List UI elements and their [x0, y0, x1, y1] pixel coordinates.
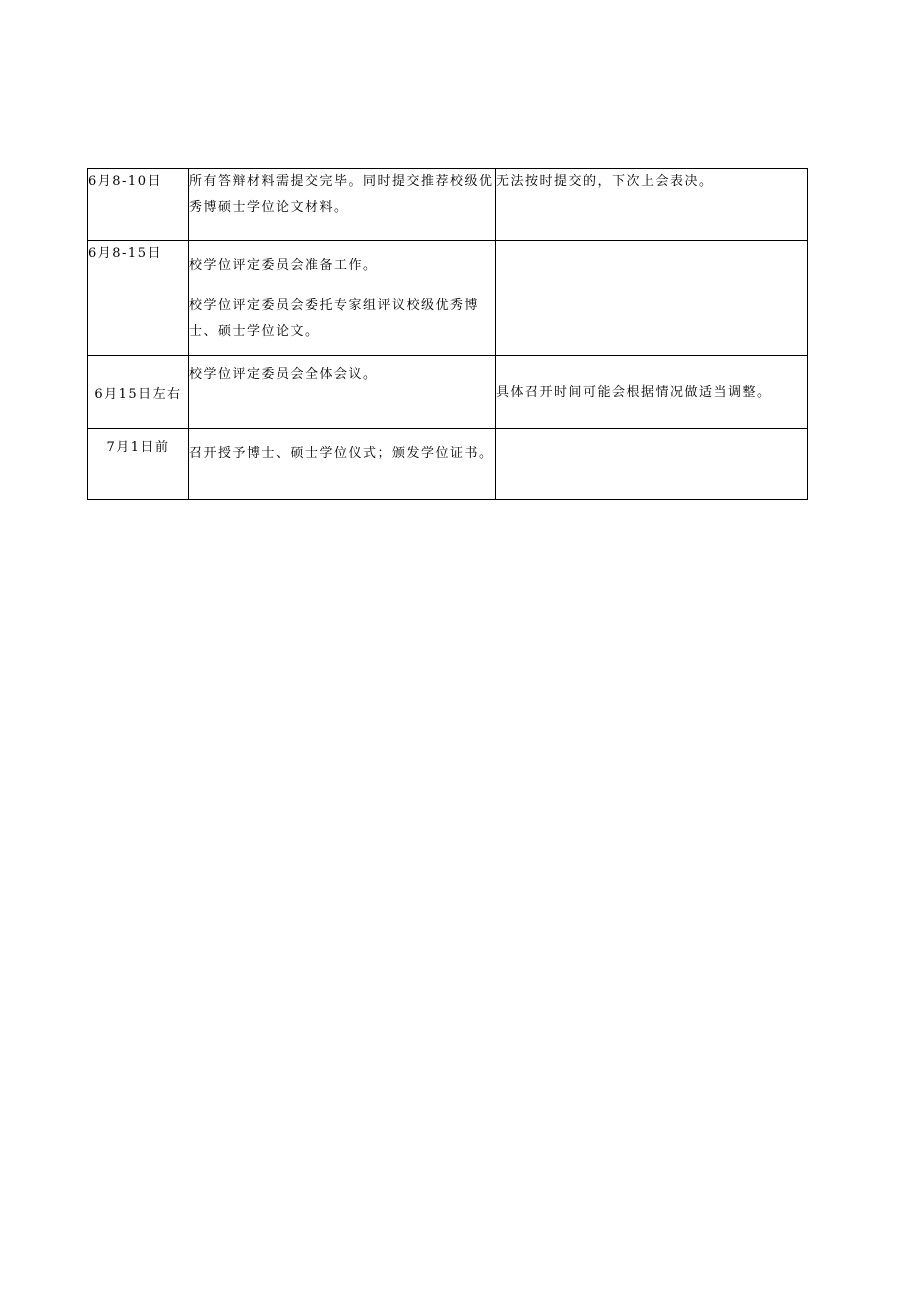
note-cell	[496, 429, 808, 500]
date-cell: 6月8-15日	[88, 241, 189, 356]
note-cell: 无法按时提交的，下次上会表决。	[496, 169, 808, 241]
task-text: 所有答辩材料需提交完毕。同时提交推荐校级优秀博硕士学位论文材料。	[189, 174, 494, 215]
task-text: 召开授予博士、硕士学位仪式；颁发学位证书。	[189, 446, 494, 461]
task-cell	[189, 169, 496, 241]
table-row	[88, 429, 808, 500]
note-cell: 具体召开时间可能会根据情况做适当调整。	[496, 356, 808, 429]
task-text: 校学位评定委员会委托专家组评议校级优秀博士、硕士学位论文。	[189, 298, 480, 339]
task-cell	[189, 429, 496, 500]
date-cell: 6月8-10日	[88, 169, 189, 241]
table-row	[88, 169, 808, 241]
task-text: 校学位评定委员会准备工作。	[189, 258, 378, 273]
table-row	[88, 241, 808, 356]
note-cell	[496, 241, 808, 356]
task-text: 校学位评定委员会全体会议。	[189, 367, 378, 382]
task-cell	[189, 356, 496, 429]
task-cell	[189, 241, 496, 356]
date-cell: 7月1日前	[88, 429, 189, 500]
table-row	[88, 356, 808, 429]
schedule-table	[87, 168, 808, 500]
date-cell: 6月15日左右	[88, 356, 189, 429]
